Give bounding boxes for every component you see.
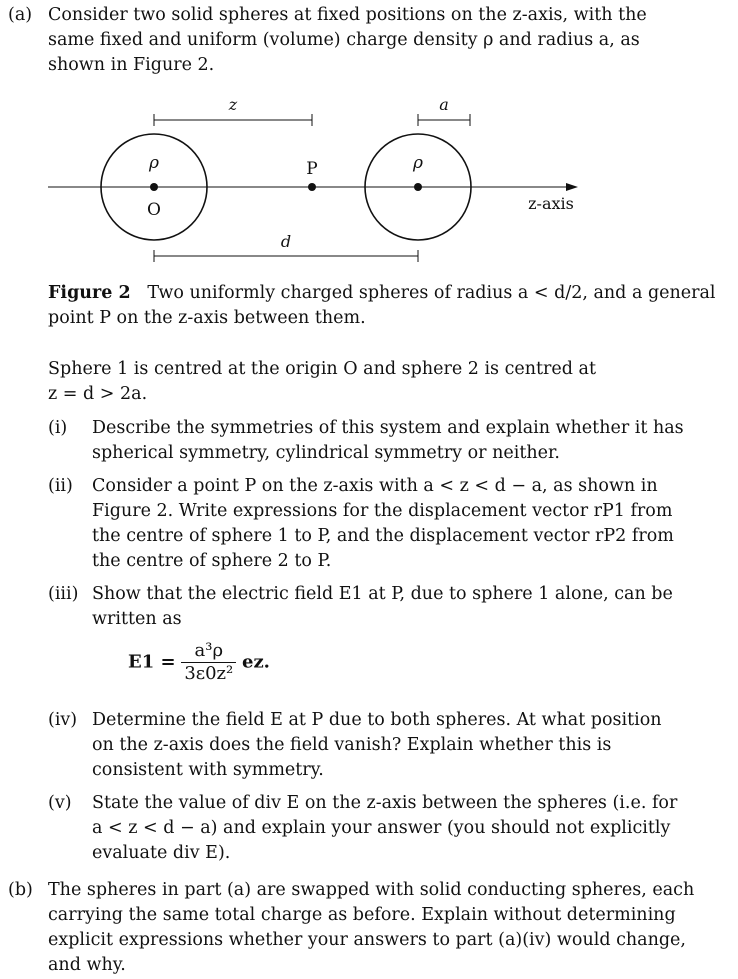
question-iii-label: (iii) xyxy=(48,584,79,604)
question-iv-label: (iv) xyxy=(48,710,78,730)
sphere-1-centre xyxy=(150,183,158,191)
dim-d-label: d xyxy=(280,232,292,251)
question-i-label: (i) xyxy=(48,418,68,438)
question-v-label: (v) xyxy=(48,793,72,813)
text-line: The spheres in part (a) are swapped with solid conducting spheres, each xyxy=(48,880,695,900)
caption-line xyxy=(48,281,716,306)
text-line: Determine the field E at P due to both spheres. At what position xyxy=(92,710,662,730)
question-v-text xyxy=(92,791,677,866)
figure-2-diagram xyxy=(0,88,738,273)
part-a-intro xyxy=(48,3,647,78)
text-line: Figure 2. Write expressions for the displacement vector rP1 from xyxy=(92,501,673,521)
text-line: the centre of sphere 1 to P, and the displacement vector rP2 from xyxy=(92,526,674,546)
formula-numerator: a³ρ xyxy=(181,640,236,663)
formula-rhs: ez. xyxy=(242,651,270,673)
question-iv-text xyxy=(92,708,662,783)
question-iii-text xyxy=(92,582,673,632)
dim-a-label: a xyxy=(439,95,449,114)
text-line: explicit expressions whether your answers to part (a)(iv) would change, xyxy=(48,930,686,950)
caption-label: Figure 2 xyxy=(48,283,131,303)
text-line: Consider two solid spheres at fixed positions on the z-axis, with the xyxy=(48,5,647,25)
text-line: spherical symmetry, cylindrical symmetry or neither. xyxy=(92,443,560,463)
point-p xyxy=(306,159,317,191)
text-line: a < z < d − a) and explain your answer (you should not explicitly xyxy=(92,818,671,838)
text-line: Show that the electric field E1 at P, due to sphere 1 alone, can be xyxy=(92,584,673,604)
rho-label-right: ρ xyxy=(413,153,423,173)
setup-paragraph xyxy=(48,357,596,407)
text-line: on the z-axis does the field vanish? Explain whether this is xyxy=(92,735,612,755)
text-line: and why. xyxy=(48,955,126,975)
figure-caption xyxy=(48,281,716,331)
question-ii-label: (ii) xyxy=(48,476,73,496)
text-line: consistent with symmetry. xyxy=(92,760,324,780)
question-i-text xyxy=(92,416,684,466)
electric-field-formula xyxy=(128,640,270,685)
text-line: shown in Figure 2. xyxy=(48,55,215,75)
text-line: z = d > 2a. xyxy=(48,384,148,404)
dim-z-label: z xyxy=(228,95,238,114)
dimension-z xyxy=(154,95,312,126)
point-p-label: P xyxy=(306,159,318,179)
part-b-text xyxy=(48,878,694,978)
axis-arrowhead xyxy=(566,183,578,191)
part-b-label: (b) xyxy=(8,880,33,900)
rho-label-left: ρ xyxy=(149,153,159,173)
text-line: written as xyxy=(92,609,182,629)
dimension-d xyxy=(154,232,418,262)
axis-label: z-axis xyxy=(528,194,574,213)
formula-denominator: 3ε0z² xyxy=(184,663,234,684)
caption-text: Two uniformly charged spheres of radius a < d/2, and a general xyxy=(147,283,716,303)
text-line: Consider a point P on the z-axis with a < z < d − a, as shown in xyxy=(92,476,658,496)
formula-lhs: E1 = xyxy=(128,651,176,673)
text-line: same fixed and uniform (volume) charge density ρ and radius a, as xyxy=(48,30,640,50)
formula-fraction xyxy=(181,640,236,685)
origin-label: O xyxy=(147,200,161,220)
text-line: State the value of div E on the z-axis between the spheres (i.e. for xyxy=(92,793,678,813)
part-a-label: (a) xyxy=(8,5,33,25)
text-line: the centre of sphere 2 to P. xyxy=(92,551,332,571)
caption-line: point P on the z-axis between them. xyxy=(48,308,366,328)
text-line: carrying the same total charge as before. Explain without determining xyxy=(48,905,676,925)
question-ii-text xyxy=(92,474,674,574)
dimension-a xyxy=(418,95,470,126)
sphere-2-centre xyxy=(414,183,422,191)
text-line: evaluate div E). xyxy=(92,843,231,863)
text-line: Sphere 1 is centred at the origin O and sphere 2 is centred at xyxy=(48,359,596,379)
text-line: Describe the symmetries of this system and explain whether it has xyxy=(92,418,684,438)
